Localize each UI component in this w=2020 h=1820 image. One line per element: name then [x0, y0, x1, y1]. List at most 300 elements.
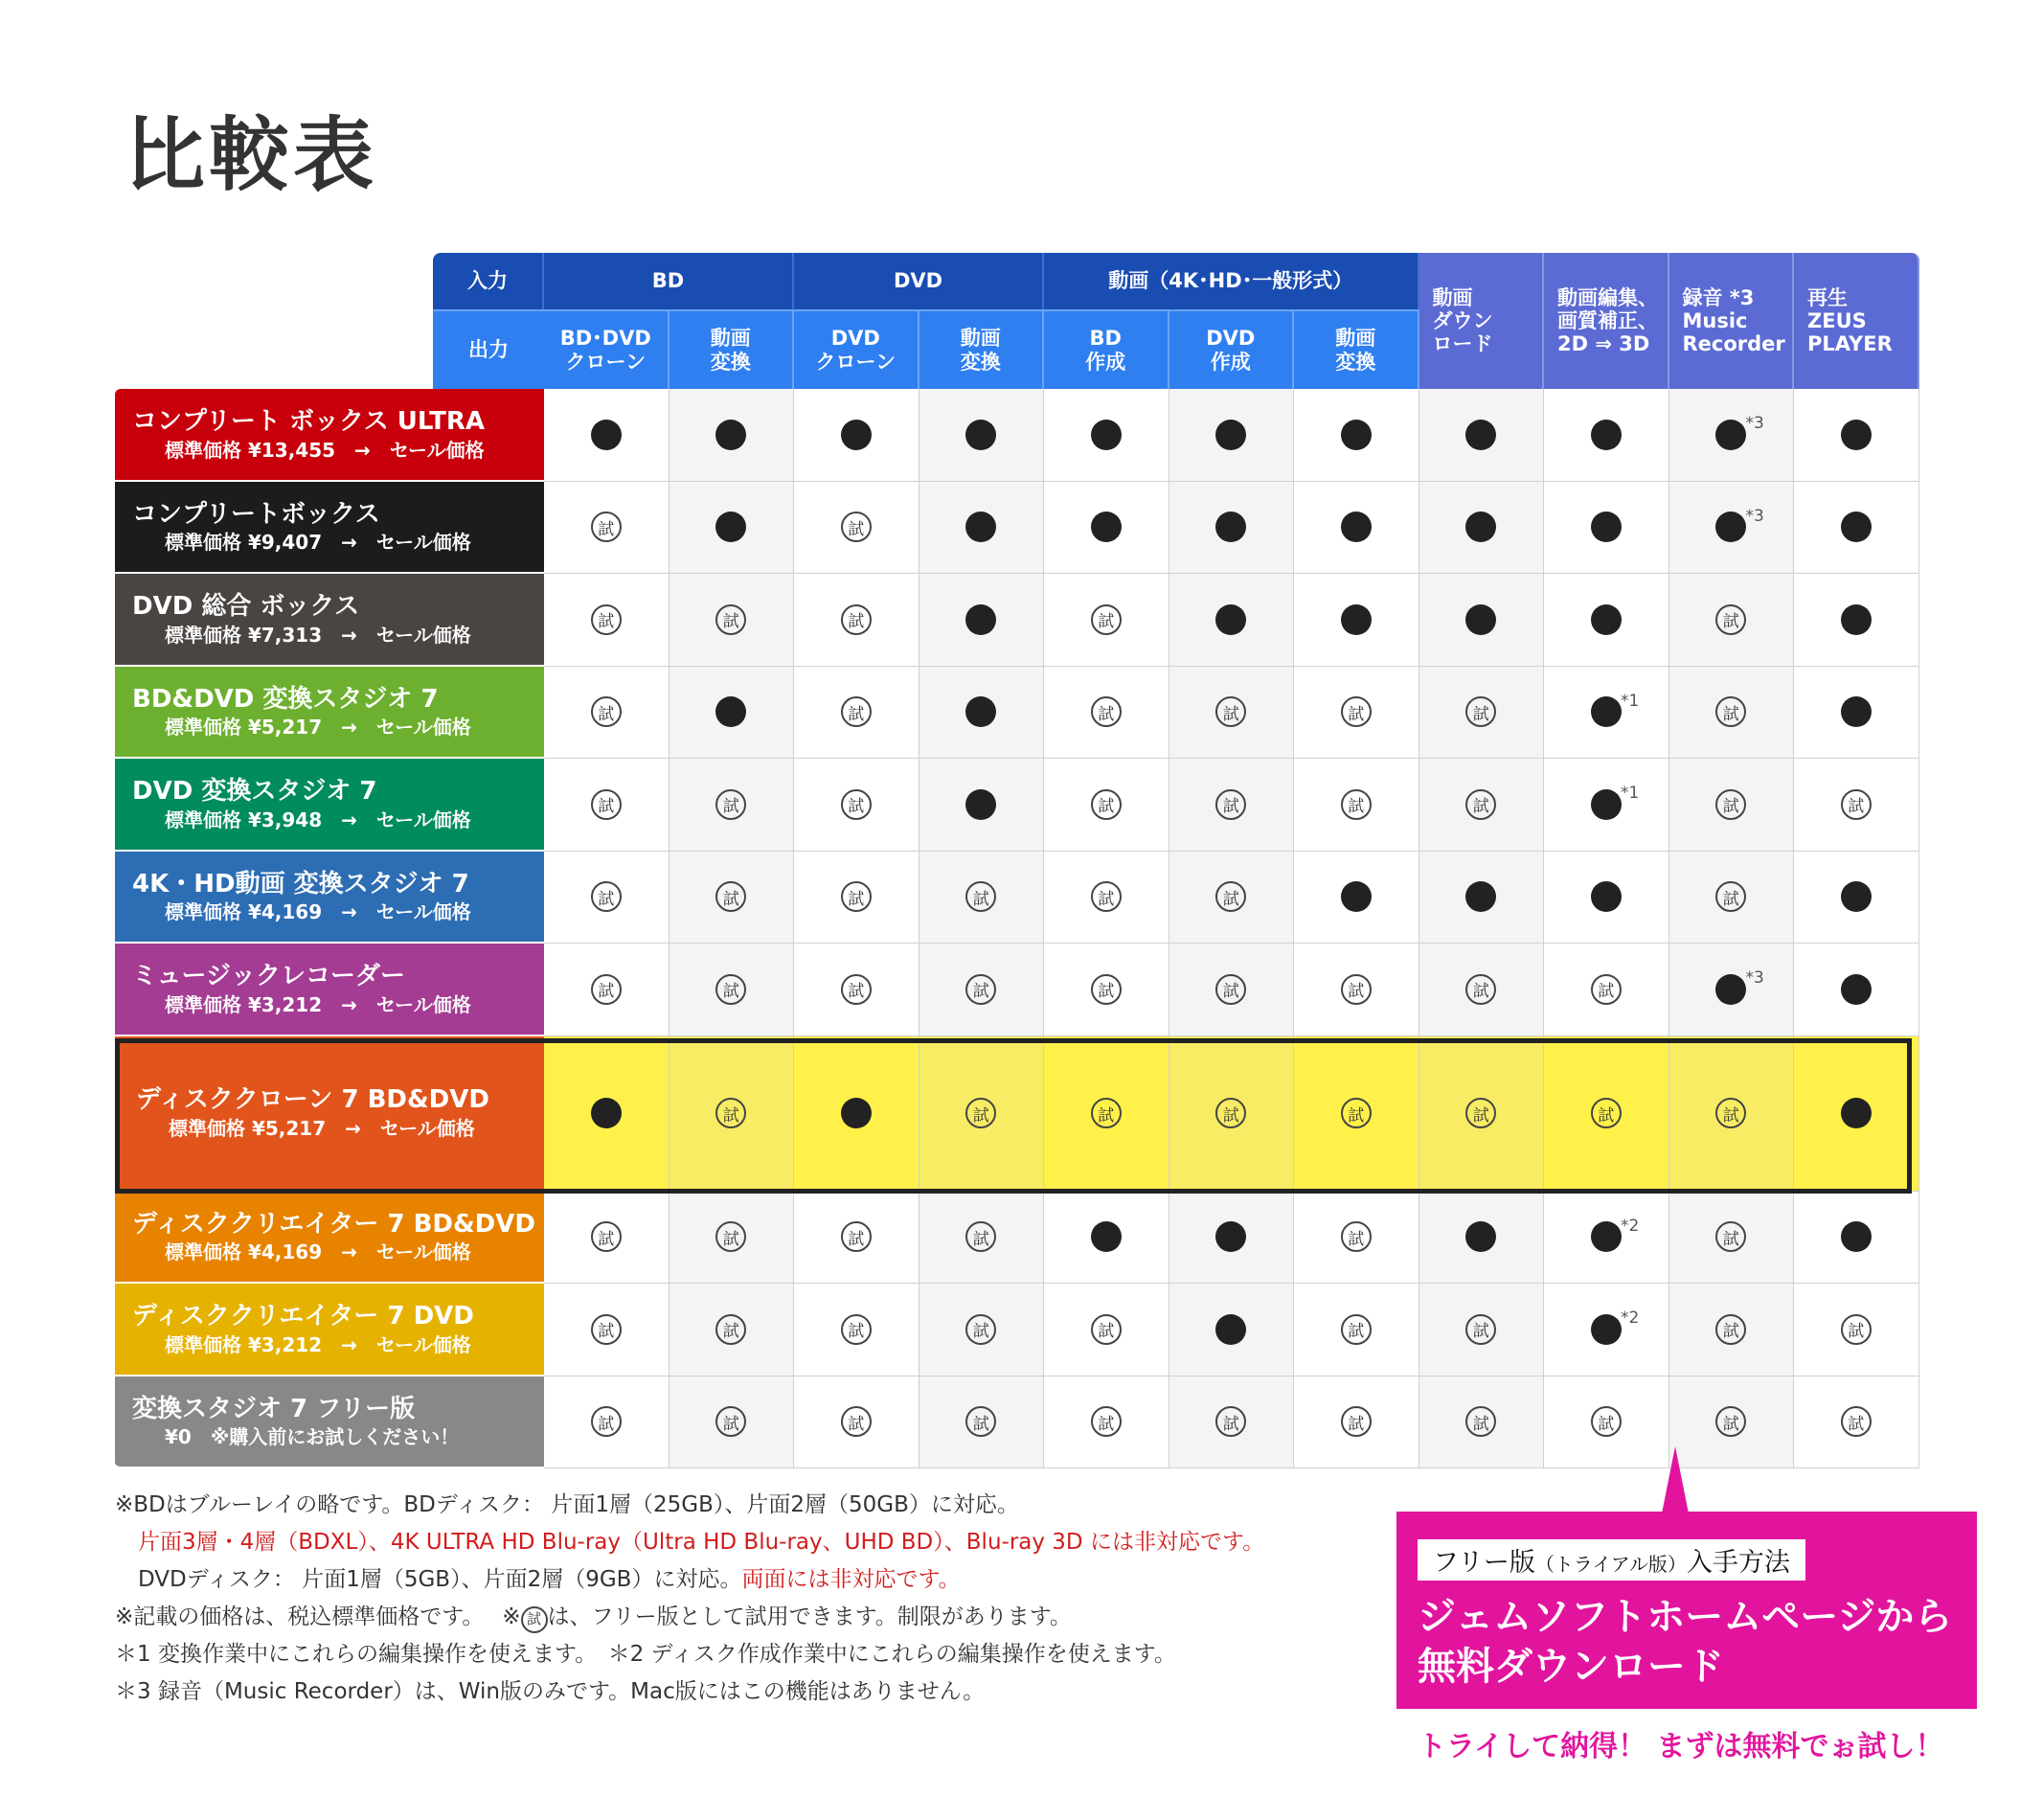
- trial-icon: 試: [591, 604, 622, 635]
- table-cell: [1169, 1284, 1295, 1376]
- table-cell: [1794, 1284, 1919, 1376]
- table-cell: [1294, 1192, 1419, 1285]
- header-group-4: 動画編集、 画質補正、 2D ⇒ 3D: [1544, 253, 1669, 389]
- product-name: 変換スタジオ 7 フリー版: [132, 1394, 416, 1423]
- table-cell: [670, 852, 795, 944]
- table-cell: [1544, 482, 1669, 575]
- product-price: 標準価格 ¥3,212 → セール価格: [165, 992, 471, 1016]
- trial-icon: 試: [591, 881, 622, 912]
- supported-dot-icon: [1091, 512, 1122, 542]
- table-cell: [1044, 574, 1169, 667]
- header-sub-6: 動画 変換: [1294, 309, 1419, 389]
- trial-icon: 試: [1215, 1098, 1246, 1128]
- table-cell: [1294, 1284, 1419, 1376]
- table-cell: [1294, 574, 1419, 667]
- trial-icon: 試: [1091, 1098, 1122, 1128]
- table-cell: [919, 852, 1045, 944]
- supported-dot-icon: [1465, 881, 1496, 912]
- promo-tag-b: （トライアル版）: [1534, 1553, 1687, 1576]
- header-sub-1: 動画 変換: [670, 309, 795, 389]
- row-label: [115, 1036, 544, 1192]
- trial-icon: 試: [1465, 1406, 1496, 1437]
- table-cell: [1419, 1284, 1545, 1376]
- table-cell: [670, 1376, 795, 1469]
- trial-icon: 試: [591, 1221, 622, 1252]
- table-cell: [1294, 852, 1419, 944]
- trial-icon: 試: [965, 1221, 996, 1252]
- table-cell: [1794, 759, 1919, 852]
- supported-dot-icon: [1841, 696, 1872, 727]
- trial-icon: 試: [1465, 789, 1496, 820]
- table-cell: [919, 1284, 1045, 1376]
- table-cell: [794, 1036, 919, 1192]
- supported-dot-icon: [1591, 604, 1622, 635]
- supported-dot-icon: [1091, 420, 1122, 450]
- footnote-marker: *2: [1621, 1308, 1640, 1329]
- trial-icon: 試: [1341, 974, 1372, 1005]
- promo-line1: ジェムソフトホームページから: [1418, 1595, 1953, 1639]
- trial-icon: 試: [1465, 974, 1496, 1005]
- header-sub-2: DVD クローン: [794, 309, 919, 389]
- table-cell: [1419, 1036, 1545, 1192]
- row-label: [115, 1376, 544, 1469]
- row-label: [115, 852, 544, 944]
- trial-icon: 試: [1465, 1314, 1496, 1345]
- trial-icon: 試: [1715, 789, 1746, 820]
- table-cell: [1794, 1192, 1919, 1285]
- trial-icon: 試: [841, 789, 872, 820]
- product-price: 標準価格 ¥4,169 → セール価格: [165, 900, 471, 923]
- trial-icon: 試: [1715, 1221, 1746, 1252]
- trial-icon: 試: [841, 512, 872, 542]
- footnote-marker: *3: [1745, 506, 1764, 526]
- table-cell: [794, 1192, 919, 1285]
- trial-icon: 試: [841, 604, 872, 635]
- header-group-2: 動画（4K･HD･一般形式）: [1044, 253, 1419, 309]
- promo-tagline: トライして納得！ まずは無料でぉ試し！: [1418, 1730, 1944, 1763]
- trial-icon: 試: [965, 1098, 996, 1128]
- table-cell: [794, 482, 919, 575]
- table-cell: [670, 759, 795, 852]
- table-cell: [1294, 667, 1419, 760]
- supported-dot-icon: [1341, 420, 1372, 450]
- supported-dot-icon: [1465, 604, 1496, 635]
- footnote-marker: *1: [1621, 784, 1640, 804]
- supported-dot-icon: [965, 512, 996, 542]
- supported-dot-icon: [1341, 512, 1372, 542]
- table-cell: [1544, 574, 1669, 667]
- product-price: 標準価格 ¥13,455 → セール価格: [165, 438, 485, 462]
- product-name: コンプリートボックス: [132, 499, 380, 529]
- product-name: ディスククローン 7 BD&DVD: [136, 1085, 489, 1115]
- trial-icon: 試: [1715, 1098, 1746, 1128]
- table-cell: [544, 574, 670, 667]
- table-cell: [1669, 1192, 1795, 1285]
- row-label: [115, 667, 544, 760]
- trial-icon: 試: [1091, 881, 1122, 912]
- supported-dot-icon: [1465, 512, 1496, 542]
- table-cell: [1419, 944, 1545, 1036]
- supported-dot-icon: [1591, 512, 1622, 542]
- table-cell: [1669, 667, 1795, 760]
- supported-dot-icon: [1591, 420, 1622, 450]
- table-cell: [1544, 1376, 1669, 1469]
- table-cell: [1169, 1192, 1295, 1285]
- table-cell: [1544, 852, 1669, 944]
- supported-dot-icon: [1841, 604, 1872, 635]
- table-cell: [1794, 574, 1919, 667]
- promo-pointer: [1662, 1446, 1689, 1513]
- table-cell: [794, 574, 919, 667]
- table-cell: [1044, 482, 1169, 575]
- supported-dot-icon: [1841, 974, 1872, 1005]
- product-price: 標準価格 ¥3,212 → セール価格: [165, 1332, 471, 1356]
- product-name: DVD 変換スタジオ 7: [132, 777, 377, 806]
- product-price: 標準価格 ¥9,407 → セール価格: [165, 531, 471, 554]
- trial-icon: 試: [1841, 1406, 1872, 1437]
- footnote-marker: *2: [1621, 1216, 1640, 1236]
- trial-icon: 試: [1341, 1314, 1372, 1345]
- trial-icon: 試: [1715, 1314, 1746, 1345]
- supported-dot-icon: [1715, 420, 1746, 450]
- trial-icon: 試: [1841, 1314, 1872, 1345]
- footnote-marker: *3: [1745, 414, 1764, 434]
- trial-icon: 試: [965, 1406, 996, 1437]
- table-cell: [1794, 1036, 1919, 1192]
- table-cell: [544, 852, 670, 944]
- trial-icon: 試: [715, 1098, 746, 1128]
- note-recorder: ＊3 録音（Music Recorder）は、Win版のみです。Mac版にはこの機能はありません。: [115, 1679, 986, 1704]
- row-label: [115, 574, 544, 667]
- promo-tag-c: 入手方法: [1686, 1548, 1790, 1578]
- supported-dot-icon: [591, 1098, 622, 1128]
- supported-dot-icon: [1841, 420, 1872, 450]
- supported-dot-icon: [1591, 789, 1622, 820]
- table-cell: [1169, 1036, 1295, 1192]
- header-output-label: 出力: [433, 309, 544, 389]
- trial-icon: 試: [1091, 696, 1122, 727]
- table-cell: [1669, 759, 1795, 852]
- table-cell: [1669, 574, 1795, 667]
- supported-dot-icon: [1591, 696, 1622, 727]
- trial-icon: 試: [841, 974, 872, 1005]
- trial-icon: 試: [841, 696, 872, 727]
- supported-dot-icon: [1215, 1221, 1246, 1252]
- table-cell: [794, 389, 919, 482]
- table-cell: [794, 1284, 919, 1376]
- trial-icon: 試: [1591, 1406, 1622, 1437]
- table-cell: [1044, 1376, 1169, 1469]
- supported-dot-icon: [1715, 512, 1746, 542]
- trial-icon: 試: [1715, 881, 1746, 912]
- table-cell: [1044, 1036, 1169, 1192]
- table-cell: [1794, 389, 1919, 482]
- table-cell: [1169, 852, 1295, 944]
- table-cell: [919, 574, 1045, 667]
- product-price: 標準価格 ¥3,948 → セール価格: [165, 808, 471, 831]
- trial-icon: 試: [715, 1314, 746, 1345]
- table-cell: [1169, 574, 1295, 667]
- trial-icon: 試: [1215, 1406, 1246, 1437]
- header-input-label: 入力: [433, 253, 544, 309]
- table-cell: [1044, 944, 1169, 1036]
- table-cell: [1419, 1376, 1545, 1469]
- supported-dot-icon: [841, 1098, 872, 1128]
- table-cell: [544, 944, 670, 1036]
- trial-icon: 試: [841, 881, 872, 912]
- supported-dot-icon: [965, 789, 996, 820]
- supported-dot-icon: [965, 696, 996, 727]
- trial-icon: 試: [1341, 696, 1372, 727]
- table-cell: [544, 1192, 670, 1285]
- table-cell: [1544, 944, 1669, 1036]
- product-name: ミュージックレコーダー: [132, 962, 405, 990]
- trial-icon: 試: [591, 789, 622, 820]
- table-cell: [919, 759, 1045, 852]
- table-cell: [919, 667, 1045, 760]
- supported-dot-icon: [1341, 604, 1372, 635]
- trial-icon: 試: [591, 1406, 622, 1437]
- trial-icon: 試: [1715, 604, 1746, 635]
- table-cell: [1044, 1284, 1169, 1376]
- header-sub-5: DVD 作成: [1169, 309, 1295, 389]
- table-cell: [670, 389, 795, 482]
- table-cell: [1794, 852, 1919, 944]
- trial-icon: 試: [1091, 789, 1122, 820]
- trial-icon: 試: [1341, 1406, 1372, 1437]
- table-cell: [1294, 1036, 1419, 1192]
- trial-icon: 試: [841, 1314, 872, 1345]
- trial-icon: 試: [715, 789, 746, 820]
- trial-icon: 試: [965, 1314, 996, 1345]
- supported-dot-icon: [1841, 881, 1872, 912]
- footnote-marker: *1: [1621, 691, 1640, 711]
- product-price: 標準価格 ¥5,217 → セール価格: [169, 1116, 475, 1140]
- trial-icon: 試: [1465, 1098, 1496, 1128]
- trial-icon: 試: [591, 1314, 622, 1345]
- promo-tag: [1418, 1539, 1805, 1581]
- table-cell: [1169, 944, 1295, 1036]
- table-cell: [1669, 1036, 1795, 1192]
- table-cell: [544, 1284, 670, 1376]
- table-cell: [670, 1036, 795, 1192]
- product-name: BD&DVD 変換スタジオ 7: [132, 684, 439, 714]
- supported-dot-icon: [1591, 1221, 1622, 1252]
- table-cell: [1294, 482, 1419, 575]
- table-cell: [670, 482, 795, 575]
- trial-icon: 試: [1715, 696, 1746, 727]
- trial-icon: 試: [1841, 789, 1872, 820]
- trial-icon: 試: [1591, 974, 1622, 1005]
- table-cell: [1419, 482, 1545, 575]
- table-cell: [670, 667, 795, 760]
- table-cell: [1669, 852, 1795, 944]
- trial-icon: 試: [1341, 789, 1372, 820]
- header-sub-4: BD 作成: [1044, 309, 1169, 389]
- product-name: DVD 総合 ボックス: [132, 592, 360, 621]
- note-price: [115, 1599, 1264, 1636]
- table-cell: [1794, 944, 1919, 1036]
- supported-dot-icon: [1841, 1221, 1872, 1252]
- table-cell: [1794, 667, 1919, 760]
- header-group-6: 再生 ZEUS PLAYER: [1794, 253, 1919, 389]
- product-price: 標準価格 ¥5,217 → セール価格: [165, 716, 471, 739]
- table-cell: [1669, 389, 1795, 482]
- supported-dot-icon: [965, 604, 996, 635]
- supported-dot-icon: [1841, 512, 1872, 542]
- supported-dot-icon: [1591, 1314, 1622, 1345]
- trial-icon: 試: [1091, 604, 1122, 635]
- page-title: 比較表: [125, 108, 378, 202]
- table-cell: [1794, 482, 1919, 575]
- table-cell: [1544, 759, 1669, 852]
- header-group-3: 動画 ダウン ロード: [1419, 253, 1545, 389]
- table-cell: [670, 944, 795, 1036]
- header-sub-3: 動画 変換: [919, 309, 1045, 389]
- table-cell: [1419, 1192, 1545, 1285]
- trial-icon: 試: [521, 1606, 548, 1633]
- trial-icon: 試: [715, 881, 746, 912]
- table-cell: [1169, 389, 1295, 482]
- table-cell: [794, 759, 919, 852]
- supported-dot-icon: [1715, 974, 1746, 1005]
- product-name: コンプリート ボックス ULTRA: [132, 407, 486, 436]
- table-cell: [919, 1192, 1045, 1285]
- table-cell: [1419, 852, 1545, 944]
- table-cell: [1669, 944, 1795, 1036]
- table-cell: [1794, 1376, 1919, 1469]
- table-cell: [544, 667, 670, 760]
- table-cell: [1294, 1376, 1419, 1469]
- trial-icon: 試: [1215, 881, 1246, 912]
- trial-icon: 試: [1091, 974, 1122, 1005]
- footnotes: [115, 1487, 1264, 1711]
- table-cell: [1044, 389, 1169, 482]
- table-cell: [1169, 759, 1295, 852]
- supported-dot-icon: [1091, 1221, 1122, 1252]
- trial-icon: 試: [1091, 1406, 1122, 1437]
- table-cell: [1669, 1284, 1795, 1376]
- promo-tag-a: フリー版: [1433, 1548, 1535, 1578]
- table-cell: [1294, 389, 1419, 482]
- trial-icon: 試: [1215, 974, 1246, 1005]
- trial-icon: 試: [1091, 1314, 1122, 1345]
- table-cell: [1419, 389, 1545, 482]
- supported-dot-icon: [1591, 881, 1622, 912]
- trial-icon: 試: [841, 1221, 872, 1252]
- trial-icon: 試: [591, 696, 622, 727]
- table-cell: [1669, 482, 1795, 575]
- table-cell: [670, 1284, 795, 1376]
- table-cell: [544, 1376, 670, 1469]
- supported-dot-icon: [1215, 604, 1246, 635]
- table-cell: [1419, 667, 1545, 760]
- supported-dot-icon: [1215, 420, 1246, 450]
- table-cell: [919, 1376, 1045, 1469]
- promo-headline[interactable]: [1418, 1592, 1952, 1692]
- trial-icon: 試: [1465, 696, 1496, 727]
- note-price-a: ※記載の価格は、税込標準価格です。 ※: [115, 1604, 521, 1629]
- trial-icon: 試: [715, 1406, 746, 1437]
- table-cell: [919, 482, 1045, 575]
- trial-icon: 試: [965, 974, 996, 1005]
- table-cell: [1544, 667, 1669, 760]
- trial-icon: 試: [715, 974, 746, 1005]
- table-cell: [670, 1192, 795, 1285]
- header-group-0: BD: [544, 253, 794, 309]
- row-label: [115, 482, 544, 575]
- note-dvd-a: DVDディスク： 片面1層（5GB）、片面2層（9GB）に対応。: [138, 1567, 742, 1592]
- table-cell: [670, 574, 795, 667]
- table-cell: [1044, 1192, 1169, 1285]
- table-cell: [1544, 1192, 1669, 1285]
- supported-dot-icon: [715, 512, 746, 542]
- header-group-1: DVD: [794, 253, 1044, 309]
- table-cell: [919, 1036, 1045, 1192]
- note-dvd: [115, 1561, 1264, 1599]
- supported-dot-icon: [1215, 1314, 1246, 1345]
- row-label: [115, 1192, 544, 1285]
- supported-dot-icon: [715, 696, 746, 727]
- note-edit: ＊1 変換作業中にこれらの編集操作を使えます。 ＊2 ディスク作成作業中にこれらの編集操作を使えます。: [115, 1642, 1176, 1667]
- trial-icon: 試: [1215, 789, 1246, 820]
- note-dvd-b: 両面には非対応です。: [741, 1567, 961, 1592]
- supported-dot-icon: [841, 420, 872, 450]
- product-price: ¥0 ※購入前にお試しください！: [165, 1425, 460, 1448]
- table-cell: [1419, 574, 1545, 667]
- row-label: [115, 1284, 544, 1376]
- product-price: 標準価格 ¥7,313 → セール価格: [165, 623, 471, 647]
- product-name: 4K・HD動画 変換スタジオ 7: [132, 869, 469, 899]
- supported-dot-icon: [1465, 1221, 1496, 1252]
- table-cell: [1169, 482, 1295, 575]
- supported-dot-icon: [1841, 1098, 1872, 1128]
- supported-dot-icon: [715, 420, 746, 450]
- promo-box[interactable]: [1396, 1512, 1977, 1709]
- table-cell: [1044, 852, 1169, 944]
- header-group-5: 録音 *3 Music Recorder: [1669, 253, 1795, 389]
- trial-icon: 試: [591, 974, 622, 1005]
- supported-dot-icon: [965, 420, 996, 450]
- table-cell: [544, 389, 670, 482]
- table-cell: [919, 389, 1045, 482]
- trial-icon: 試: [841, 1406, 872, 1437]
- table-cell: [1044, 759, 1169, 852]
- table-cell: [1544, 389, 1669, 482]
- trial-icon: 試: [591, 512, 622, 542]
- product-price: 標準価格 ¥4,169 → セール価格: [165, 1240, 471, 1263]
- table-cell: [1294, 759, 1419, 852]
- table-cell: [1044, 667, 1169, 760]
- supported-dot-icon: [591, 420, 622, 450]
- supported-dot-icon: [1341, 881, 1372, 912]
- table-cell: [544, 1036, 670, 1192]
- table-cell: [1294, 944, 1419, 1036]
- row-label: [115, 389, 544, 482]
- table-cell: [1169, 1376, 1295, 1469]
- trial-icon: 試: [965, 881, 996, 912]
- row-label: [115, 759, 544, 852]
- table-cell: [1169, 667, 1295, 760]
- promo-line2: 無料ダウンロード: [1418, 1645, 1724, 1689]
- table-cell: [1544, 1036, 1669, 1192]
- note-bd: ※BDはブルーレイの略です。BDディスク： 片面1層（25GB）、片面2層（50GB）に対応。: [115, 1492, 1019, 1517]
- footnote-marker: *3: [1745, 968, 1764, 989]
- supported-dot-icon: [1215, 512, 1246, 542]
- table-cell: [794, 1376, 919, 1469]
- table-cell: [794, 667, 919, 760]
- table-cell: [1419, 759, 1545, 852]
